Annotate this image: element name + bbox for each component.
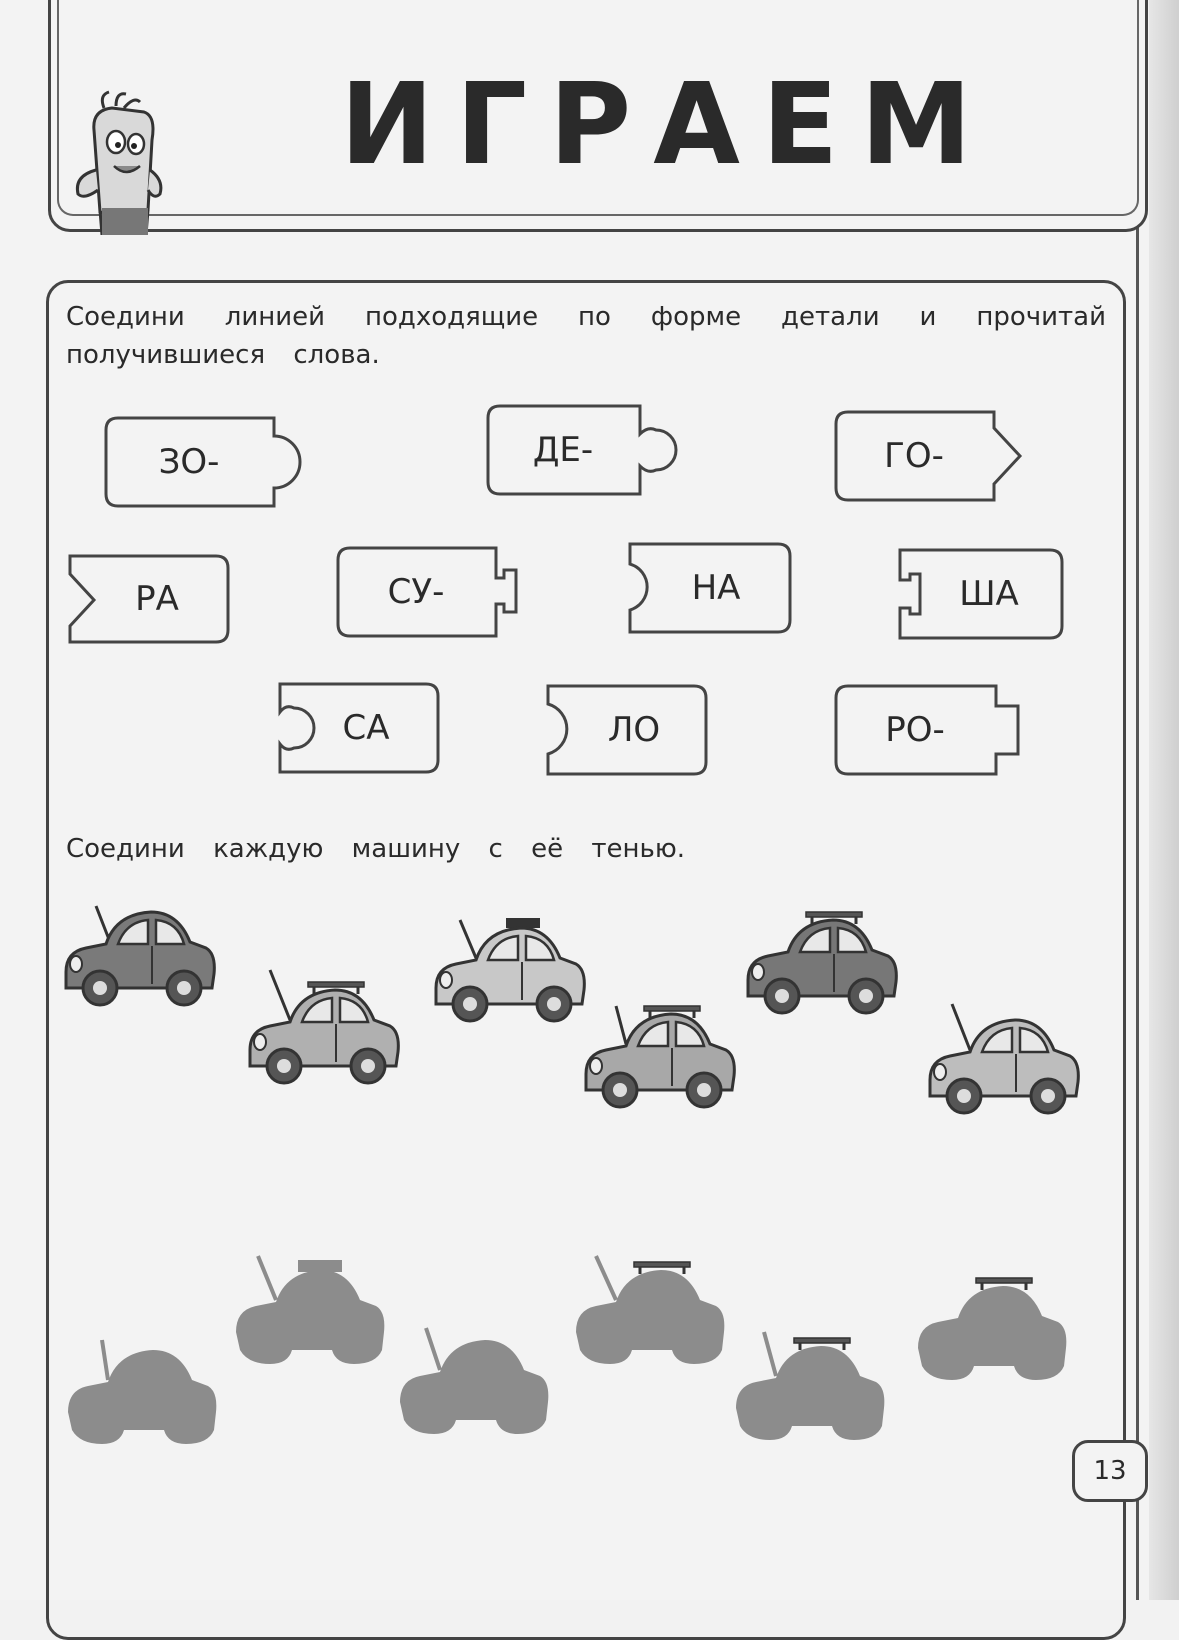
puzzle-piece-label: НА [691,568,741,608]
shadow-5[interactable] [736,1332,884,1440]
car-6[interactable] [930,1004,1078,1113]
page-title: ИГРАЕМ [340,60,994,190]
car-1[interactable] [66,906,214,1005]
puzzle-piece-label: СА [342,708,390,748]
car-3[interactable] [436,918,584,1021]
shadow-6[interactable] [918,1278,1066,1380]
puzzle-piece-label: ЗО- [158,442,220,482]
shadow-1[interactable] [236,1256,384,1364]
puzzle-piece-label: СУ- [387,572,445,612]
car-2[interactable] [250,970,398,1083]
puzzle-piece-label: ДЕ- [532,430,594,470]
puzzle-piece-label: ГО- [884,436,944,476]
puzzle-piece-label: ША [959,574,1019,614]
shadow-3[interactable] [400,1328,548,1434]
task2-instruction: Соедини каждую машину с её тенью. [66,834,685,864]
task1-instruction: Соедини линией подходящие по форме детали и прочитай получившиеся слова. [66,302,1106,370]
car-4[interactable] [586,1006,734,1107]
shadow-2[interactable] [68,1340,216,1444]
car-5[interactable] [748,912,896,1013]
page-number: 13 [1072,1440,1148,1502]
puzzle-piece-label: РО- [885,710,945,750]
puzzle-piece-label: РА [135,579,179,619]
shadow-4[interactable] [576,1256,724,1364]
puzzle-piece-label: ЛО [607,710,661,750]
